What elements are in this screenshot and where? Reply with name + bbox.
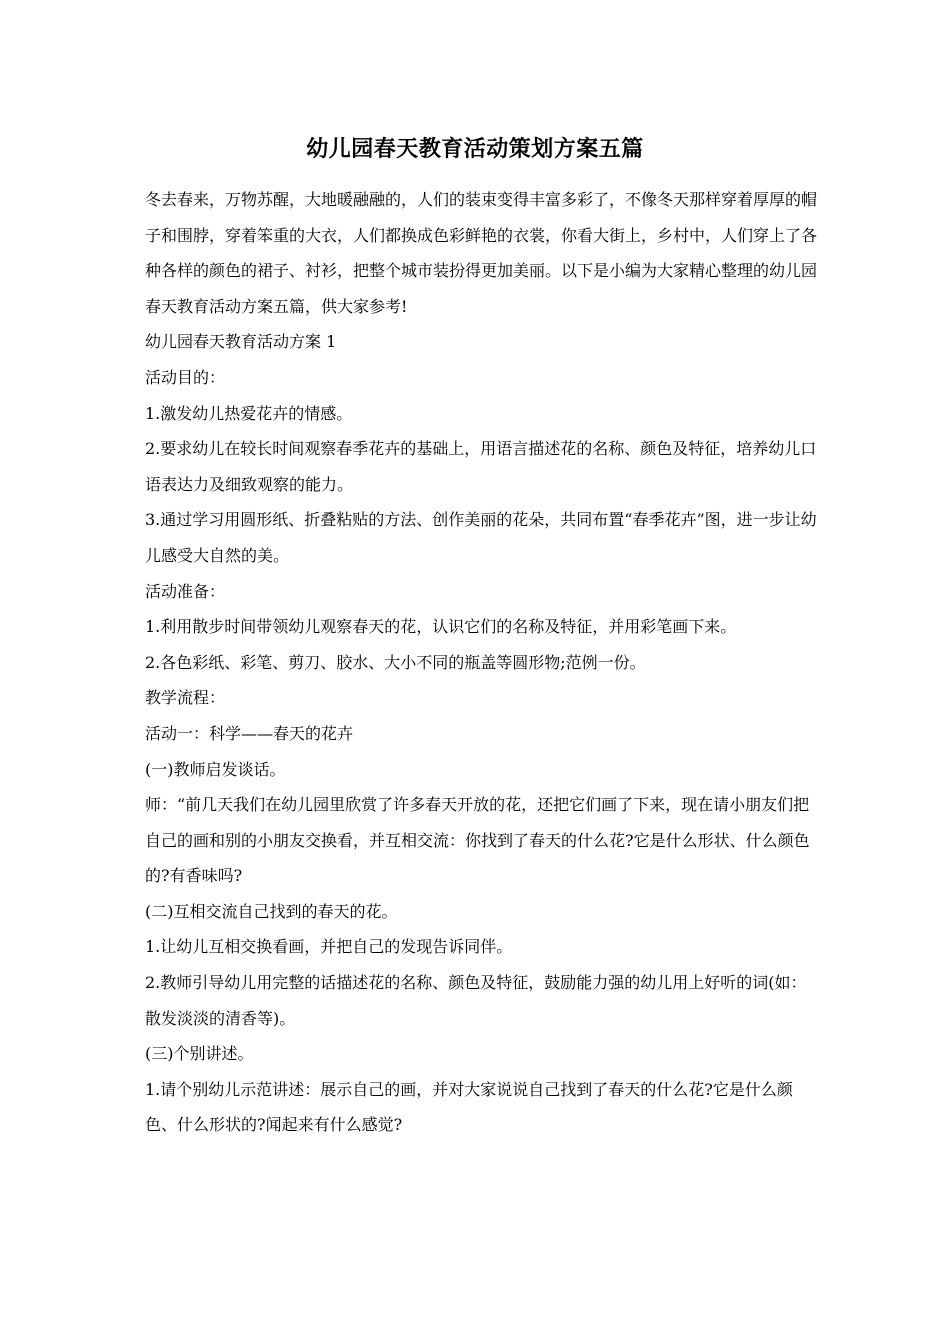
step-two-heading: (二)互相交流自己找到的春天的花。 (145, 901, 398, 921)
goal-item-1: 1.激发幼儿热爱花卉的情感。 (145, 403, 353, 423)
intro-paragraph: 冬去春来，万物苏醒，大地暖融融的，人们的装束变得丰富多彩了，不像冬天那样穿着厚厚的帽子和围脖，穿着笨重的大衣，人们都换成色彩鲜艳的衣裳，你看大街上，乡村中，人们穿上了各种各样的颜色的裙子、衬衫，把整个城市装扮得更加美丽。以下是小编为大家精心整理的幼儿园春天教育活动方案五篇，供大家参考! (145, 190, 818, 316)
step-one-heading: (一)教师启发谈话。 (145, 759, 286, 779)
preparation-item-1: 1.利用散步时间带领幼儿观察春天的花，认识它们的名称及特征，并用彩笔画下来。 (145, 617, 737, 637)
teacher-speech-paragraph: 师：“前几天我们在幼儿园里欣赏了许多春天开放的花，还把它们画了下来，现在请小朋友们把自己的画和别的小朋友交换看，并互相交流：你找到了春天的什么花?它是什么形状、什么颜色的?有香味吗? (145, 795, 810, 886)
subheading-preparation: 活动准备： (145, 581, 226, 601)
goal-item-3: 3.通过学习用圆形纸、折叠粘贴的方法、创作美丽的花朵，共同布置“春季花卉”图，进一步让幼儿感受大自然的美。 (145, 510, 817, 565)
preparation-item-2: 2.各色彩纸、彩笔、剪刀、胶水、大小不同的瓶盖等圆形物;范例一份。 (145, 652, 646, 672)
step-two-item-1: 1.让幼儿互相交换看画，并把自己的发现告诉同伴。 (145, 937, 513, 957)
subheading-activity-goal: 活动目的： (145, 367, 226, 387)
step-three-item-1: 1.请个别幼儿示范讲述：展示自己的画，并对大家说说自己找到了春天的什么花?它是什么颜色、什么形状的?闻起来有什么感觉? (145, 1079, 793, 1135)
subheading-teaching-process: 教学流程： (145, 688, 226, 708)
section-heading: 幼儿园春天教育活动方案 1 (145, 332, 337, 352)
goal-item-2: 2.要求幼儿在较长时间观察春季花卉的基础上，用语言描述花的名称、颜色及特征，培养幼儿口语表达力及细致观察的能力。 (145, 439, 817, 494)
document-body (145, 182, 817, 1143)
step-two-item-2: 2.教师引导幼儿用完整的话描述花的名称、颜色及特征，鼓励能力强的幼儿用上好听的词(如：散发淡淡的清香等)。 (145, 973, 807, 1028)
activity-one-heading: 活动一：科学——春天的花卉 (145, 723, 354, 743)
step-three-heading: (三)个别讲述。 (145, 1044, 254, 1064)
document-title: 幼儿园春天教育活动策划方案五篇 (306, 136, 644, 162)
